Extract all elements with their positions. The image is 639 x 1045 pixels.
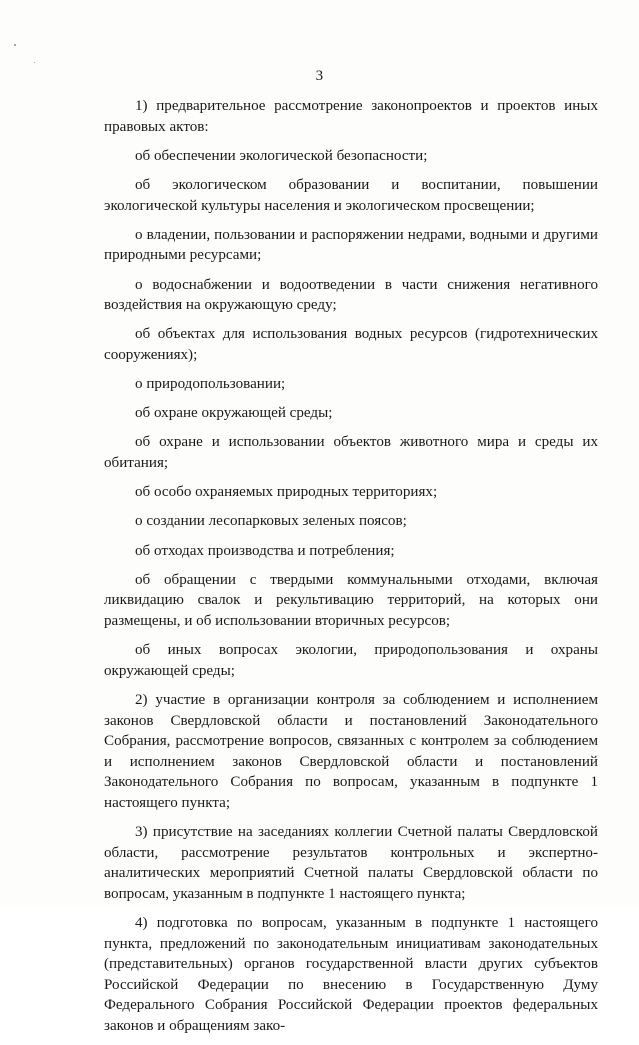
list-item: об охране и использовании объектов животного мира и среды их обитания;: [104, 434, 598, 472]
list-item: об отходах производства и потребления;: [135, 542, 395, 559]
list-item: об обеспечении экологической безопасности;: [135, 147, 428, 164]
scan-speck: [34, 62, 35, 63]
list-item: об обращении с твердыми коммунальными отходами, включая ликвидацию свалок и рекультивацию территорий, на которых они размещены, и об использовании вторичных ресурсов;: [104, 571, 598, 629]
scan-speck: [14, 44, 16, 46]
paragraph-item-3: 3) присутствие на заседаниях коллегии Счетной палаты Свердловской области, рассмотрение результатов контрольных и экспертно-аналитических мероприятий Счетной палаты Свердловской области по вопросам, указанным в подпункте 1 настоящего пункта;: [104, 824, 598, 902]
list-item: об охране окружающей среды;: [135, 405, 333, 422]
page-number: 3: [315, 68, 324, 84]
paragraph-item-1: 1) предварительное рассмотрение законопроектов и проектов иных правовых актов:: [104, 98, 598, 135]
list-item: о владении, пользовании и распоряжении недрами, водными и другими природными ресурсами;: [104, 226, 598, 264]
list-item: о водоснабжении и водоотведении в части снижения негативного воздействия на окружающую среду;: [104, 276, 598, 314]
paragraph-item-2: 2) участие в организации контроля за соблюдением и исполнением законов Свердловской области и постановлений Законодательного Собрания, рассмотрение вопросов, связанных с контролем за соблюдением и исполнением законов Свердловской области и постановлений Законодательного Собрания по вопросам, указанным в подпункте 1 настоящего пункта;: [104, 691, 598, 811]
list-item: о создании лесопарковых зеленых поясов;: [135, 513, 407, 530]
list-item: об экологическом образовании и воспитании, повышении экологической культуры населения и экологическом просвещении;: [104, 176, 598, 214]
list-item: о природопользовании;: [135, 376, 286, 393]
document-body: [104, 96, 598, 1045]
list-item: об особо охраняемых природных территориях;: [135, 484, 438, 501]
list-item: об объектах для использования водных ресурсов (гидротехнических сооружениях);: [104, 326, 598, 363]
paragraph-item-4: 4) подготовка по вопросам, указанным в подпункте 1 настоящего пункта, предложений по законодательным инициативам законодательных (представительных) органов государственной власти других субъектов Российской Федерации по внесению в Государственную Думу Федерального Собрания Российской Федерации проектов федеральных законов и обращениям зако-: [104, 915, 598, 1035]
list-item: об иных вопросах экологии, природопользования и охраны окружающей среды;: [104, 642, 598, 679]
